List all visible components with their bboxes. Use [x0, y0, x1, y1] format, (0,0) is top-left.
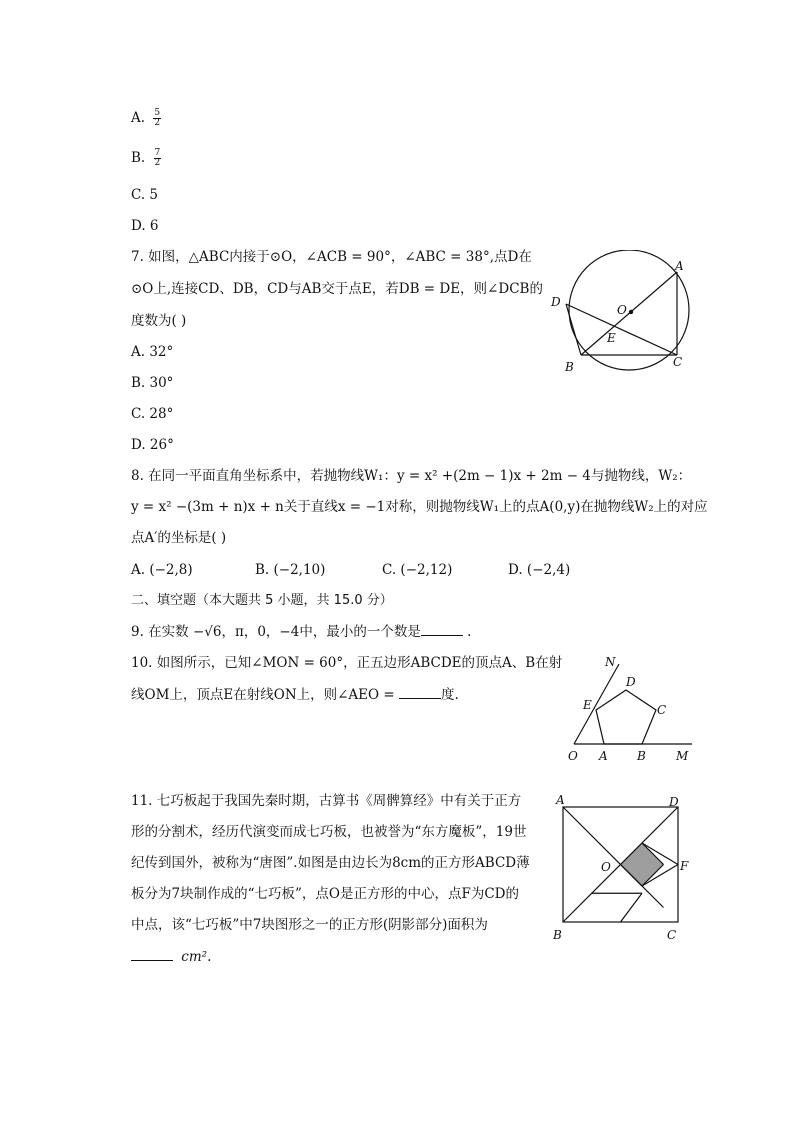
q11-line-1: 11. 七巧板起于我国先秦时期，古算书《周髀算经》中有关于正方 [131, 793, 522, 809]
label-n: N [605, 655, 616, 669]
numerator: 5 [154, 108, 161, 118]
option-label: B. [131, 150, 146, 166]
q10-line-1: 10. 如图所示，已知∠MON = 60°，正五边形ABCDE的顶点A、B在射 [131, 655, 563, 671]
q10-text: 线OM上，顶点E在射线ON上，则∠AEO = [131, 687, 400, 703]
label-d: D [626, 675, 636, 689]
q7-line-1: 7. 如图，△ABC内接于⊙O，∠ACB = 90°，∠ABC = 38°,点D在 [131, 249, 532, 265]
q10-end: 度. [441, 687, 459, 703]
q10-line-2 [131, 685, 459, 705]
q7-option-d: D. 26° [131, 437, 174, 453]
q10-blank [399, 698, 441, 699]
label-a: A [599, 749, 608, 763]
numerator: 7 [154, 148, 161, 158]
q11-line-4: 板分为7块制作成的“七巧板”，点O是正方形的中心，点F为CD的 [131, 886, 519, 902]
label-d: D [551, 295, 561, 309]
q11-blank [131, 960, 173, 961]
q8-line-3: 点A′的坐标是( ) [131, 530, 227, 546]
q6-option-a [131, 108, 161, 128]
q10-pentagon-figure [560, 652, 700, 764]
label-b: B [565, 360, 574, 374]
denominator: 2 [154, 118, 161, 128]
denominator: 2 [154, 158, 161, 168]
label-d: D [669, 795, 679, 809]
q8-line-2: y = x² −(3m + n)x + n关于直线x = −1对称，则抛物线W₁上的点A(0,y)在抛物线W₂上的对应 [131, 499, 708, 515]
q9-line [131, 622, 471, 642]
ray-on [574, 664, 619, 744]
fraction [154, 149, 162, 168]
section-title: 二、填空题（本大题共 5 小题，共 15.0 分） [131, 593, 393, 608]
q11-line-6 [131, 947, 211, 967]
q9-blank [421, 635, 463, 636]
segment-db [566, 304, 581, 355]
q8-option-d: D. (−2,4) [508, 562, 571, 578]
center-point [629, 310, 633, 314]
fraction [153, 109, 161, 128]
label-e: E [607, 331, 616, 345]
q11-tangram-figure [550, 792, 700, 944]
label-e: E [583, 698, 592, 712]
pentagon-abcde [596, 690, 656, 744]
q6-option-d: D. 6 [131, 218, 159, 234]
q8-option-c: C. (−2,12) [382, 562, 453, 578]
q9-end: . [462, 624, 472, 640]
shaded-square [621, 843, 664, 886]
label-b: B [553, 928, 562, 942]
label-f: F [680, 859, 689, 873]
option-label: A. [131, 110, 146, 126]
label-b: B [637, 749, 646, 763]
segment-ab [581, 272, 677, 355]
label-c: C [667, 928, 677, 942]
q8-line-1: 8. 在同一平面直角坐标系中，若抛物线W₁：y = x² +(2m − 1)x + 2m − 4与抛物线，W₂： [131, 468, 692, 484]
q11-line-3: 纪传到国外，被称为“唐图”.如图是由边长为8cm的正方形ABCD薄 [131, 855, 530, 871]
label-o: O [568, 749, 578, 763]
label-c: C [673, 355, 683, 369]
q8-option-b: B. (−2,10) [255, 562, 326, 578]
q8-option-a: A. (−2,8) [131, 562, 193, 578]
label-a: A [556, 793, 565, 807]
q6-option-c: C. 5 [131, 187, 159, 203]
q7-circle-figure [545, 250, 715, 375]
label-m: M [676, 749, 689, 763]
q6-option-b [131, 148, 161, 168]
tangram-edge-7 [621, 893, 643, 922]
q7-option-c: C. 28° [131, 406, 174, 422]
q7-line-2: ⊙O上,连接CD、DB，CD与AB交于点E，若DB = DE，则∠DCB的 [131, 281, 543, 297]
q11-line-2: 形的分割术，经历代演变而成七巧板，也被誉为“东方魔板”，19世 [131, 824, 527, 840]
label-o: O [617, 303, 627, 317]
q7-option-a: A. 32° [131, 344, 174, 360]
q7-option-b: B. 30° [131, 375, 174, 391]
q7-line-3: 度数为( ) [131, 313, 187, 329]
label-o: O [601, 860, 611, 874]
label-c: C [657, 703, 667, 717]
q11-unit: cm². [181, 949, 212, 965]
label-a: A [675, 259, 684, 273]
q9-text: 9. 在实数 −√6，π，0，−4中，最小的一个数是 [131, 624, 421, 640]
q11-line-5: 中点，该“七巧板”中7块图形之一的正方形(阴影部分)面积为 [131, 917, 488, 933]
